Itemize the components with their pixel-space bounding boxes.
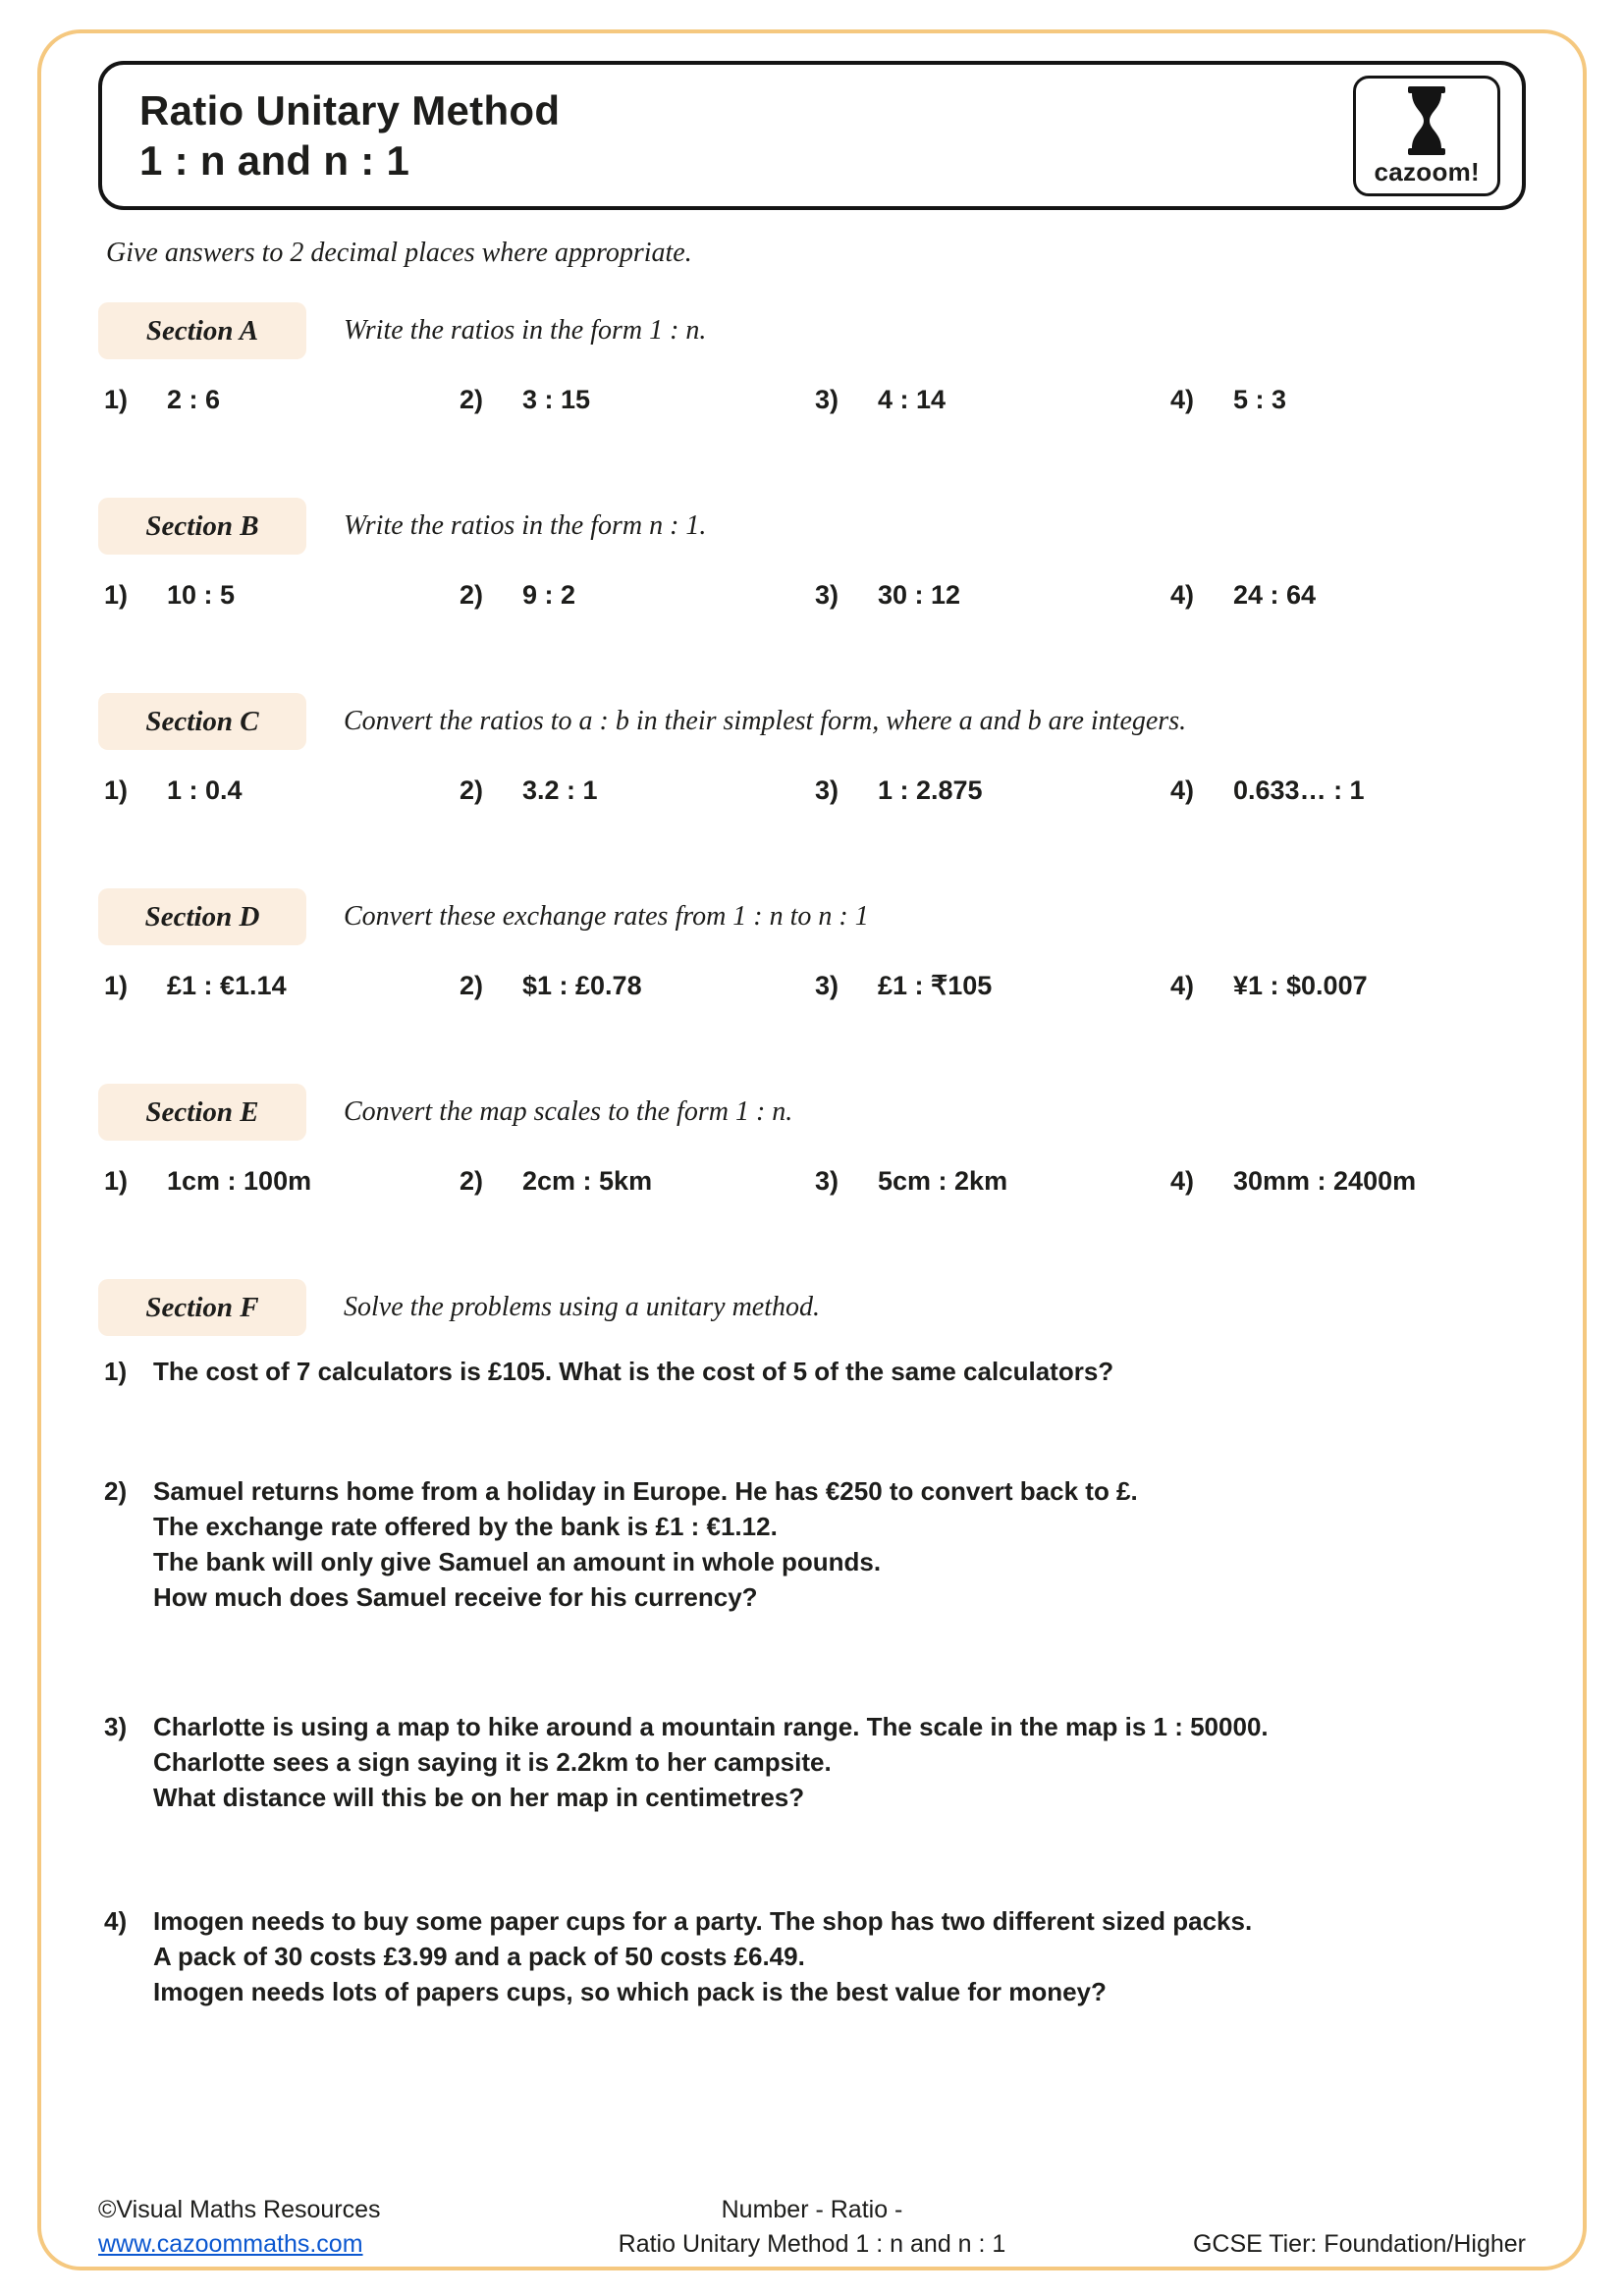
list-item — [815, 580, 1170, 611]
problem-1 — [98, 1354, 1526, 1389]
item-number: 2) — [460, 385, 484, 414]
section-d-instruction: Convert these exchange rates from 1 : n to n : 1 — [344, 901, 869, 932]
footer-topic-line1: Number - Ratio - — [721, 2196, 903, 2223]
section-d — [98, 888, 1526, 1001]
item-number: 1) — [104, 385, 129, 414]
item-number: 3) — [815, 385, 839, 414]
cazoom-logo-text: cazoom! — [1374, 156, 1480, 187]
footer-left — [98, 2193, 531, 2261]
footer-center — [531, 2193, 1094, 2261]
website-link[interactable]: www.cazoommaths.com — [98, 2229, 363, 2258]
item-value: 0.633… : 1 — [1233, 775, 1365, 805]
item-value: 3.2 : 1 — [522, 775, 598, 805]
section-c-label: Section C — [98, 693, 306, 750]
item-value: 30mm : 2400m — [1233, 1166, 1417, 1196]
section-c-items — [98, 775, 1526, 806]
item-number: 1) — [104, 580, 129, 610]
section-e-items — [98, 1166, 1526, 1197]
section-a-label: Section A — [98, 302, 306, 359]
problem-text: The exchange rate offered by the bank is £1 : €1.12. — [153, 1512, 778, 1541]
problem-text: A pack of 30 costs £3.99 and a pack of 50 costs £6.49. — [153, 1942, 805, 1971]
item-value: 1cm : 100m — [167, 1166, 312, 1196]
list-item — [104, 775, 460, 806]
problem-number: 4) — [104, 1906, 128, 1936]
problem-text: The cost of 7 calculators is £105. What is the cost of 5 of the same calculators? — [153, 1357, 1114, 1386]
cazoom-logo-icon — [1400, 86, 1453, 155]
item-number: 2) — [460, 971, 484, 1000]
item-number: 3) — [815, 580, 839, 610]
item-number: 4) — [1170, 385, 1195, 414]
item-number: 1) — [104, 775, 129, 805]
item-value: 9 : 2 — [522, 580, 576, 610]
section-e-instruction: Convert the map scales to the form 1 : n. — [344, 1096, 793, 1127]
item-value: 1 : 0.4 — [167, 775, 243, 805]
list-item — [1170, 580, 1526, 611]
problem-3 — [98, 1709, 1526, 1815]
list-item — [104, 580, 460, 611]
item-number: 4) — [1170, 775, 1195, 805]
item-value: ¥1 : $0.007 — [1233, 971, 1368, 1000]
problem-text: What distance will this be on her map in centimetres? — [153, 1783, 805, 1812]
problem-text: Samuel returns home from a holiday in Europe. He has €250 to convert back to £. — [153, 1476, 1138, 1506]
item-value: 2 : 6 — [167, 385, 221, 414]
item-value: 24 : 64 — [1233, 580, 1317, 610]
item-number: 3) — [815, 971, 839, 1000]
item-value: 30 : 12 — [878, 580, 961, 610]
item-number: 1) — [104, 971, 129, 1000]
list-item — [104, 385, 460, 415]
list-item — [460, 385, 815, 415]
item-number: 4) — [1170, 1166, 1195, 1196]
item-value: 3 : 15 — [522, 385, 591, 414]
section-f-instruction: Solve the problems using a unitary method. — [344, 1292, 821, 1322]
footer-topic-line2: Ratio Unitary Method 1 : n and n : 1 — [618, 2229, 1006, 2258]
section-d-items — [98, 971, 1526, 1001]
list-item — [1170, 775, 1526, 806]
section-f-label: Section F — [98, 1279, 306, 1336]
item-number: 2) — [460, 580, 484, 610]
problem-4 — [98, 1903, 1526, 2009]
problem-text: How much does Samuel receive for his currency? — [153, 1582, 758, 1612]
list-item — [815, 385, 1170, 415]
problem-number: 1) — [104, 1357, 128, 1386]
copyright-text: ©Visual Maths Resources — [98, 2196, 381, 2223]
list-item — [460, 580, 815, 611]
item-number: 1) — [104, 1166, 129, 1196]
problem-text: Charlotte sees a sign saying it is 2.2km to her campsite. — [153, 1747, 832, 1777]
problem-number: 2) — [104, 1476, 128, 1506]
general-instruction: Give answers to 2 decimal places where appropriate. — [106, 238, 692, 268]
item-value: 5 : 3 — [1233, 385, 1287, 414]
section-a-items — [98, 385, 1526, 415]
item-number: 4) — [1170, 971, 1195, 1000]
item-number: 2) — [460, 1166, 484, 1196]
list-item — [104, 1166, 460, 1197]
page-title — [139, 85, 560, 186]
problem-text: The bank will only give Samuel an amount in whole pounds. — [153, 1547, 882, 1576]
item-value: 5cm : 2km — [878, 1166, 1008, 1196]
item-number: 3) — [815, 1166, 839, 1196]
item-value: 2cm : 5km — [522, 1166, 653, 1196]
section-a-instruction: Write the ratios in the form 1 : n. — [344, 315, 707, 346]
item-number: 4) — [1170, 580, 1195, 610]
section-e — [98, 1084, 1526, 1197]
section-c-instruction: Convert the ratios to a : b in their simplest form, where a and b are integers. — [344, 706, 1187, 736]
section-c — [98, 693, 1526, 806]
item-value: 4 : 14 — [878, 385, 947, 414]
item-value: £1 : €1.14 — [167, 971, 287, 1000]
list-item — [1170, 385, 1526, 415]
item-number: 2) — [460, 775, 484, 805]
problem-text: Imogen needs to buy some paper cups for a party. The shop has two different sized packs. — [153, 1906, 1253, 1936]
list-item — [460, 775, 815, 806]
section-b-label: Section B — [98, 498, 306, 555]
worksheet-header — [98, 61, 1526, 210]
list-item — [1170, 971, 1526, 1001]
list-item — [1170, 1166, 1526, 1197]
item-number: 3) — [815, 775, 839, 805]
problem-2 — [98, 1473, 1526, 1615]
footer — [98, 2193, 1526, 2261]
section-b — [98, 498, 1526, 611]
section-d-label: Section D — [98, 888, 306, 945]
list-item — [104, 971, 460, 1001]
list-item — [815, 775, 1170, 806]
item-value: 10 : 5 — [167, 580, 236, 610]
item-value: £1 : ₹105 — [878, 971, 993, 1000]
section-a — [98, 302, 1526, 415]
section-f — [98, 1279, 1526, 2009]
page-title-line2: 1 : n and n : 1 — [139, 137, 410, 184]
item-value: $1 : £0.78 — [522, 971, 642, 1000]
problem-text: Imogen needs lots of papers cups, so which pack is the best value for money? — [153, 1977, 1107, 2006]
item-value: 1 : 2.875 — [878, 775, 983, 805]
list-item — [815, 971, 1170, 1001]
list-item — [460, 971, 815, 1001]
section-b-instruction: Write the ratios in the form n : 1. — [344, 510, 707, 541]
gcse-tier-text: GCSE Tier: Foundation/Higher — [1192, 2229, 1526, 2258]
list-item — [815, 1166, 1170, 1197]
problem-number: 3) — [104, 1712, 128, 1741]
page-title-line1: Ratio Unitary Method — [139, 86, 561, 133]
page-frame — [37, 29, 1587, 2270]
problem-text: Charlotte is using a map to hike around a mountain range. The scale in the map is 1 : 50000. — [153, 1712, 1269, 1741]
section-b-items — [98, 580, 1526, 611]
list-item — [460, 1166, 815, 1197]
cazoom-logo — [1353, 76, 1500, 196]
section-e-label: Section E — [98, 1084, 306, 1141]
